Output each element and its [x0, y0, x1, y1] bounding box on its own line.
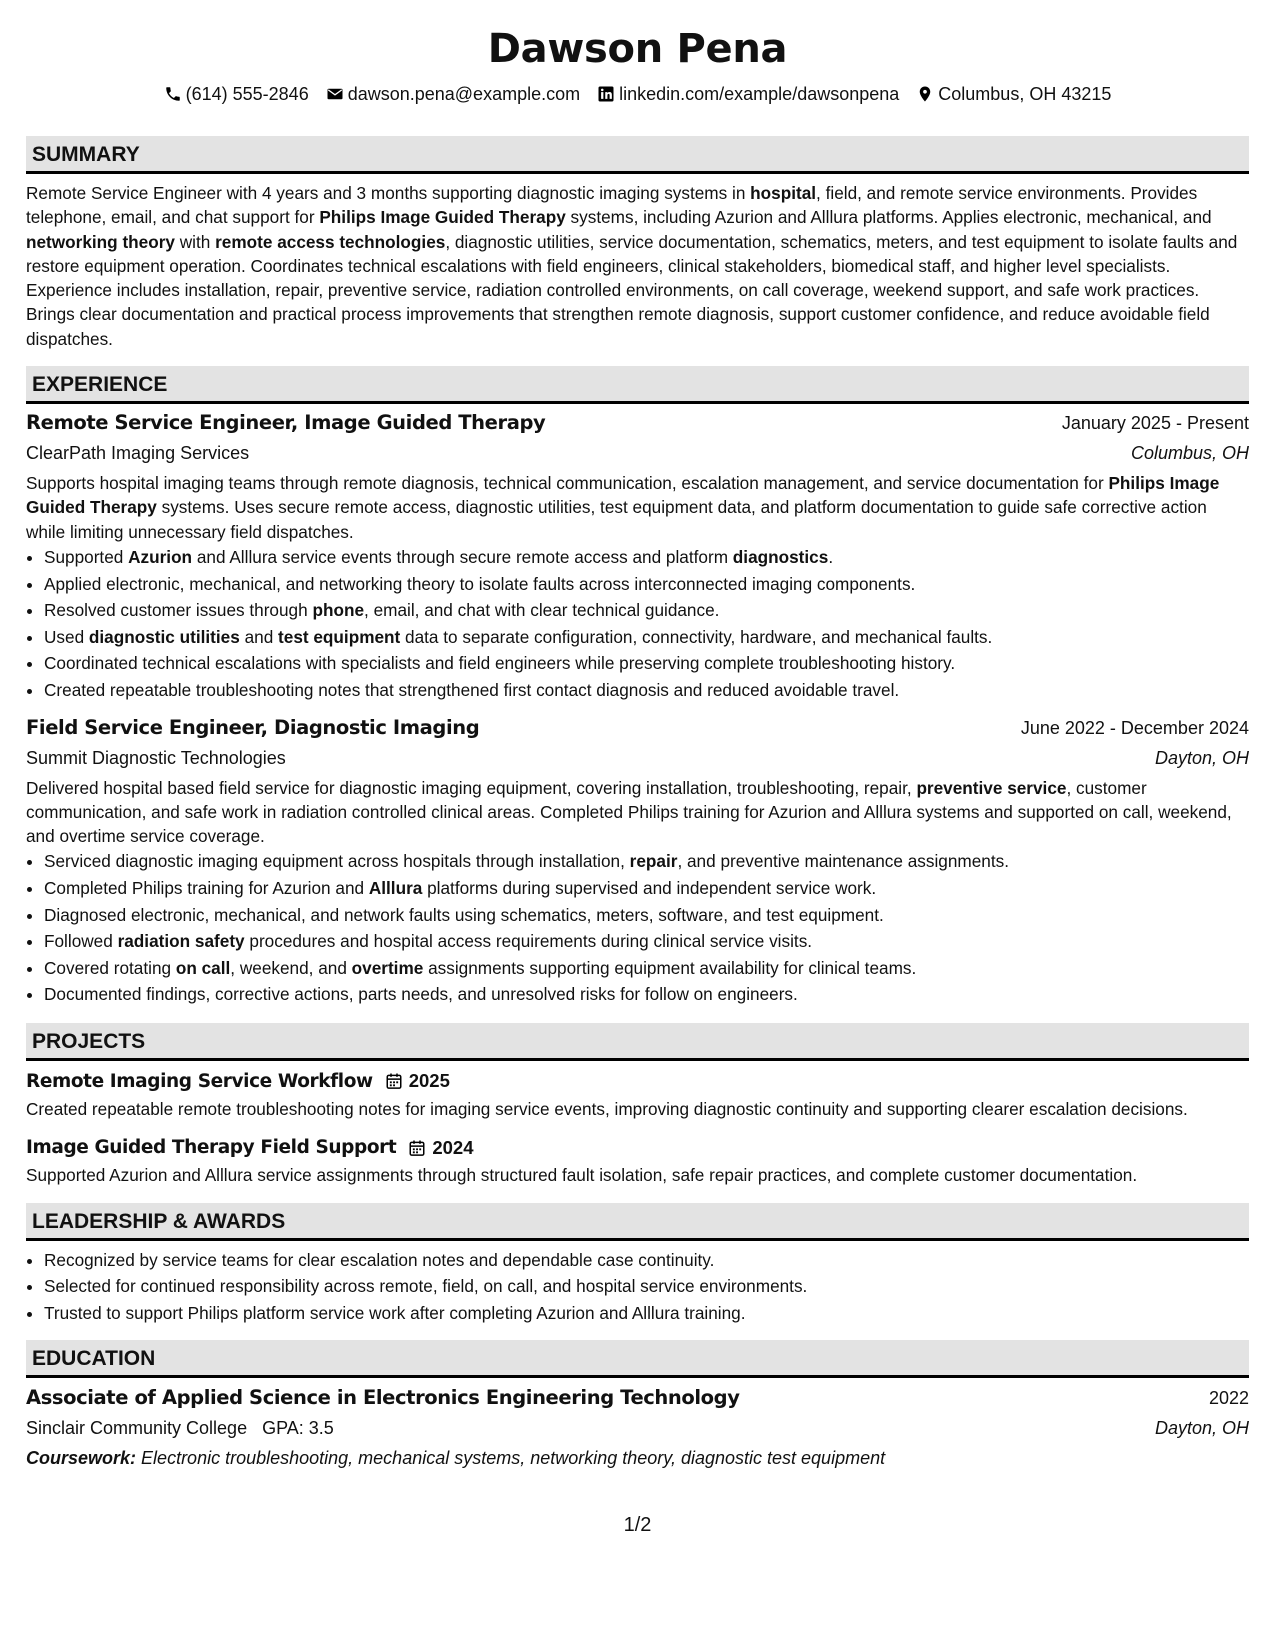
calendar-icon [408, 1139, 426, 1157]
projects-heading: PROJECTS [26, 1023, 1249, 1061]
job-entry [26, 408, 1249, 703]
project-year [385, 1070, 450, 1092]
project-title: Remote Imaging Service Workflow [26, 1070, 373, 1092]
coursework-label: Coursework: [26, 1448, 137, 1469]
linkedin-text: linkedin.com/example/dawsonpena [619, 84, 900, 104]
job-entry [26, 713, 1249, 1008]
location-text: Columbus, OH 43215 [938, 84, 1112, 104]
job-title: Remote Service Engineer, Image Guided Therapy [26, 411, 546, 435]
job-title: Field Service Engineer, Diagnostic Imaging [26, 715, 480, 739]
leadership-heading: LEADERSHIP & AWARDS [26, 1203, 1249, 1241]
list-item: • Created repeatable troubleshooting notes that strengthened first contact diagnosis and reduced avoidable travel. [44, 677, 1249, 704]
job-company: Summit Diagnostic Technologies [26, 747, 286, 768]
project-title: Image Guided Therapy Field Support [26, 1137, 397, 1159]
job-dates: June 2022 - December 2024 [1020, 717, 1249, 738]
job-dates: January 2025 - Present [1061, 413, 1249, 434]
project-year-text: 2025 [408, 1070, 450, 1092]
list-item: • Covered rotating on call, weekend, and overtime assignments supporting equipment availability for clinical teams. [44, 955, 1249, 982]
job-bullets [26, 848, 1249, 1008]
summary-heading: SUMMARY [26, 136, 1249, 174]
coursework-text: Electronic troubleshooting, mechanical systems, networking theory, diagnostic test equipment [141, 1448, 886, 1469]
project-year-text: 2024 [432, 1136, 474, 1158]
project-entry [26, 1134, 1249, 1187]
list-item: • Selected for continued responsibility across remote, field, on call, and hospital service environments. [44, 1273, 1249, 1300]
job-location: Columbus, OH [1130, 443, 1249, 464]
resume-page [26, 0, 1249, 1473]
summary-text: Remote Service Engineer with 4 years and 3 months supporting diagnostic imaging systems in hospital, field, and remote service environments. Provides telephone, email, and chat support for Philips Image Guided Therapy systems, including Azurion and Alllura platforms. Applies electronic, mechanical, and networking theory with remote access technologies, diagnostic utilities, service documentation, schematics, meters, and test equipment to isolate faults and restore equipment operation. Coordinates technical escalations with field engineers, clinical stakeholders, biomedical staff, and higher level specialists. Experience includes installation, repair, preventive service, radiation controlled environments, on call coverage, weekend support, and safe work practices. Brings clear documentation and practical process improvements that strengthen remote diagnosis, support customer confidence, and reduce avoidable field dispatches. [26, 183, 1238, 349]
degree-title: Associate of Applied Science in Electronics Engineering Technology [26, 1386, 740, 1410]
list-item: • Used diagnostic utilities and test equipment data to separate configuration, connectivity, hardware, and mechanical faults. [44, 624, 1249, 651]
list-item: • Coordinated technical escalations with specialists and field engineers while preserving complete troubleshooting history. [44, 650, 1249, 677]
envelope-icon [326, 85, 344, 103]
project-entry [26, 1068, 1249, 1121]
list-item: • Documented findings, corrective actions, parts needs, and unresolved risks for follow on engineers. [44, 981, 1249, 1008]
list-item: • Resolved customer issues through phone, email, and chat with clear technical guidance. [44, 597, 1249, 624]
school-line [26, 1413, 334, 1443]
school-name: Sinclair Community College [26, 1418, 248, 1439]
list-item: • Diagnosed electronic, mechanical, and network faults using schematics, meters, software, and test equipment. [44, 902, 1249, 929]
page-number: 1/2 [623, 1514, 652, 1536]
list-item: • Completed Philips training for Azurion and Alllura platforms during supervised and independent service work. [44, 875, 1249, 902]
list-item: • Trusted to support Philips platform service work after completing Azurion and Alllura training. [44, 1300, 1249, 1327]
job-bullets [26, 544, 1249, 704]
phone-icon [164, 85, 182, 103]
job-company: ClearPath Imaging Services [26, 443, 250, 464]
phone-text: (614) 555-2846 [185, 84, 309, 104]
list-item: • Serviced diagnostic imaging equipment across hospitals through installation, repair, and preventive maintenance assignments. [44, 848, 1249, 875]
leadership-bullets [26, 1247, 1249, 1327]
job-description: Supports hospital imaging teams through remote diagnosis, technical communication, escalation management, and service documentation for Philips Image Guided Therapy systems. Uses secure remote access, diagnostic utilities, test equipment data, and platform documentation to guide safe corrective action while limiting unnecessary field dispatches. [26, 473, 1220, 542]
map-pin-icon [916, 85, 934, 103]
degree-year: 2022 [1208, 1388, 1249, 1409]
contact-bar [26, 82, 1249, 106]
project-year [408, 1137, 473, 1159]
contact-email[interactable] [326, 82, 580, 106]
list-item: • Supported Azurion and Alllura service events through secure remote access and platform diagnostics. [44, 544, 1249, 571]
gpa: GPA: 3.5 [262, 1418, 334, 1439]
project-description: Supported Azurion and Alllura service assignments through structured fault isolation, safe repair practices, and complete customer documentation. [26, 1165, 1138, 1186]
calendar-icon [385, 1072, 403, 1090]
school-location: Dayton, OH [1154, 1418, 1249, 1439]
list-item: • Applied electronic, mechanical, and networking theory to isolate faults across interconnected imaging components. [44, 571, 1249, 598]
coursework-line [26, 1443, 1249, 1473]
project-description: Created repeatable remote troubleshooting notes for imaging service events, improving diagnostic continuity and supporting clearer escalation decisions. [26, 1098, 1188, 1119]
contact-phone[interactable] [164, 82, 309, 106]
job-description: Delivered hospital based field service for diagnostic imaging equipment, covering installation, troubleshooting, repair, preventive service, customer communication, and safe work in radiation controlled clinical areas. Completed Philips training for Azurion and Alllura systems and supported on call, weekend, and overtime service coverage. [26, 777, 1232, 847]
list-item: • Recognized by service teams for clear escalation notes and dependable case continuity. [44, 1247, 1249, 1274]
experience-heading: EXPERIENCE [26, 366, 1249, 404]
education-entry [26, 1383, 1249, 1473]
contact-location [916, 82, 1111, 106]
linkedin-icon [597, 85, 615, 103]
email-text: dawson.pena@example.com [347, 84, 581, 104]
job-location: Dayton, OH [1154, 747, 1249, 768]
education-heading: EDUCATION [26, 1340, 1249, 1378]
candidate-name: Dawson Pena [487, 26, 788, 72]
contact-linkedin[interactable] [597, 82, 899, 106]
list-item: • Followed radiation safety procedures and hospital access requirements during clinical service visits. [44, 928, 1249, 955]
